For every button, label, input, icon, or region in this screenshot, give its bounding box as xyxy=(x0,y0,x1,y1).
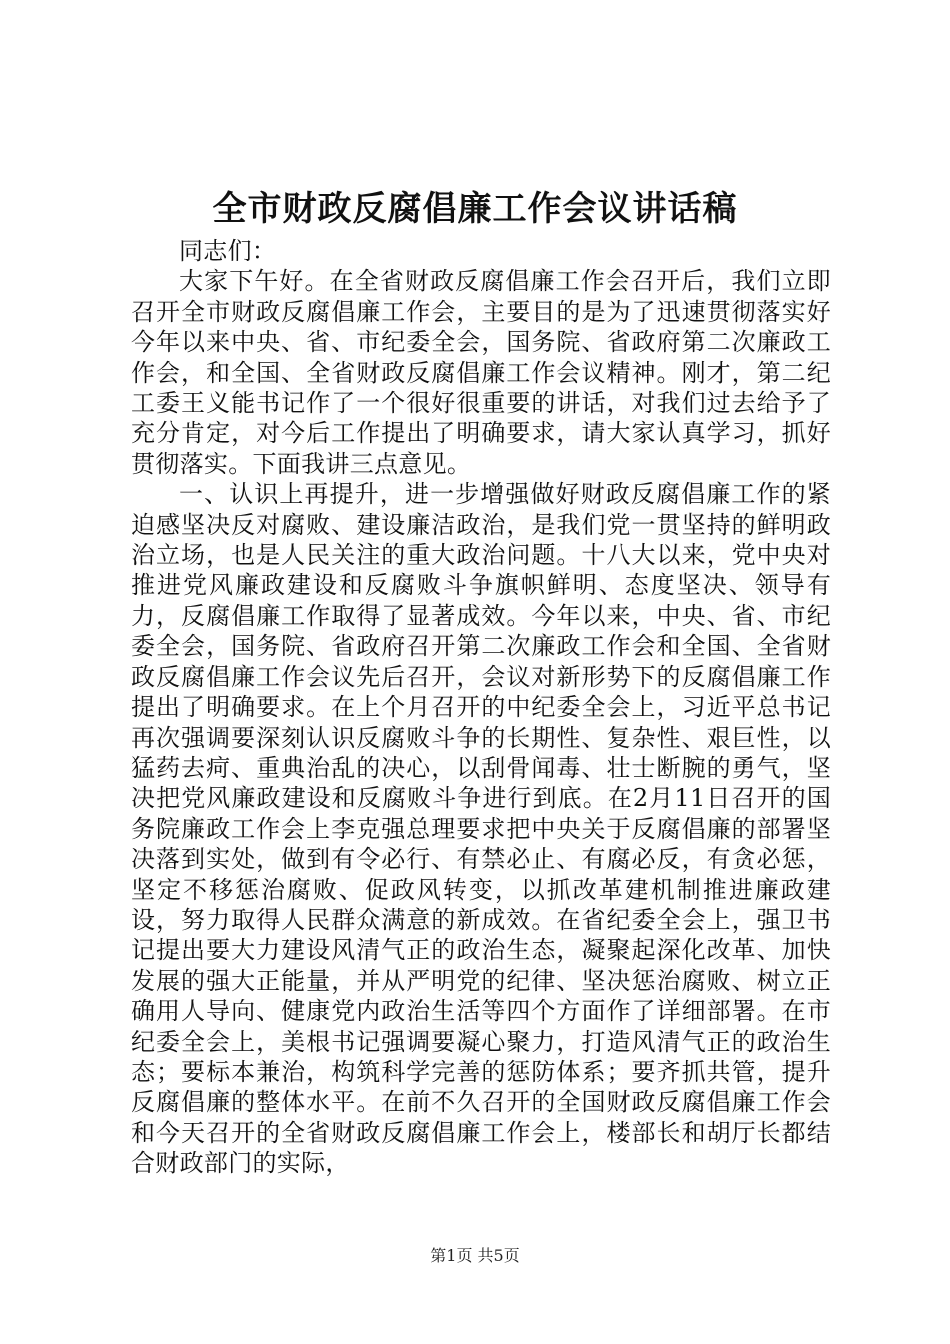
salutation-paragraph: 同志们： xyxy=(179,237,277,265)
page-number-footer: 第1页 共5页 xyxy=(430,1246,520,1265)
document-title: 全市财政反腐倡廉工作会议讲话稿 xyxy=(212,189,738,229)
opening-paragraph: 大家下午好。在全省财政反腐倡廉工作会召开后，我们立即召开全市财政反腐倡廉工作会，主要目的是为了迅速贯彻落实好今年以来中央、省、市纪委全会，国务院、省政府第二次廉政工作会，和全国、全省财政反腐倡廉工作会议精神。刚才，第二纪工委王义能书记作了一个很好很重要的讲话，对我们过去给予了充分肯定，对今后工作提出了明确要求，请大家认真学习，抓好贯彻落实。下面我讲三点意见。 xyxy=(131,267,831,478)
document-body xyxy=(131,236,831,1179)
section-one-paragraph: 一、认识上再提升，进一步增强做好财政反腐倡廉工作的紧迫感坚决反对腐败、建设廉洁政治，是我们党一贯坚持的鲜明政治立场，也是人民关注的重大政治问题。十八大以来，党中央对推进党风廉政建设和反腐败斗争旗帜鲜明、态度坚决、领导有力，反腐倡廉工作取得了显著成效。今年以来，中央、省、市纪委全会，国务院、省政府召开第二次廉政工作会和全国、全省财政反腐倡廉工作会议先后召开，会议对新形势下的反腐倡廉工作提出了明确要求。在上个月召开的中纪委全会上，习近平总书记再次强调要深刻认识反腐败斗争的长期性、复杂性、艰巨性，以猛药去疴、重典治乱的决心，以刮骨闻毒、壮士断腕的勇气，坚决把党风廉政建设和反腐败斗争进行到底。在2月11日召开的国务院廉政工作会上李克强总理要求把中央关于反腐倡廉的部署坚决落到实处，做到有令必行、有禁必止、有腐必反，有贪必惩，坚定不移惩治腐败、促政风转变，以抓改革建机制推进廉政建设，努力取得人民群众满意的新成效。在省纪委全会上，强卫书记提出要大力建设风清气正的政治生态，凝聚起深化改革、加快发展的强大正能量，并从严明党的纪律、坚决惩治腐败、树立正确用人导向、健康党内政治生活等四个方面作了详细部署。在市纪委全会上，美根书记强调要凝心聚力，打造风清气正的政治生态；要标本兼治，构筑科学完善的惩防体系；要齐抓共管，提升反腐倡廉的整体水平。在前不久召开的全国财政反腐倡廉工作会和今天召开的全省财政反腐倡廉工作会上，楼部长和胡厅长都结合财政部门的实际， xyxy=(131,480,831,1178)
